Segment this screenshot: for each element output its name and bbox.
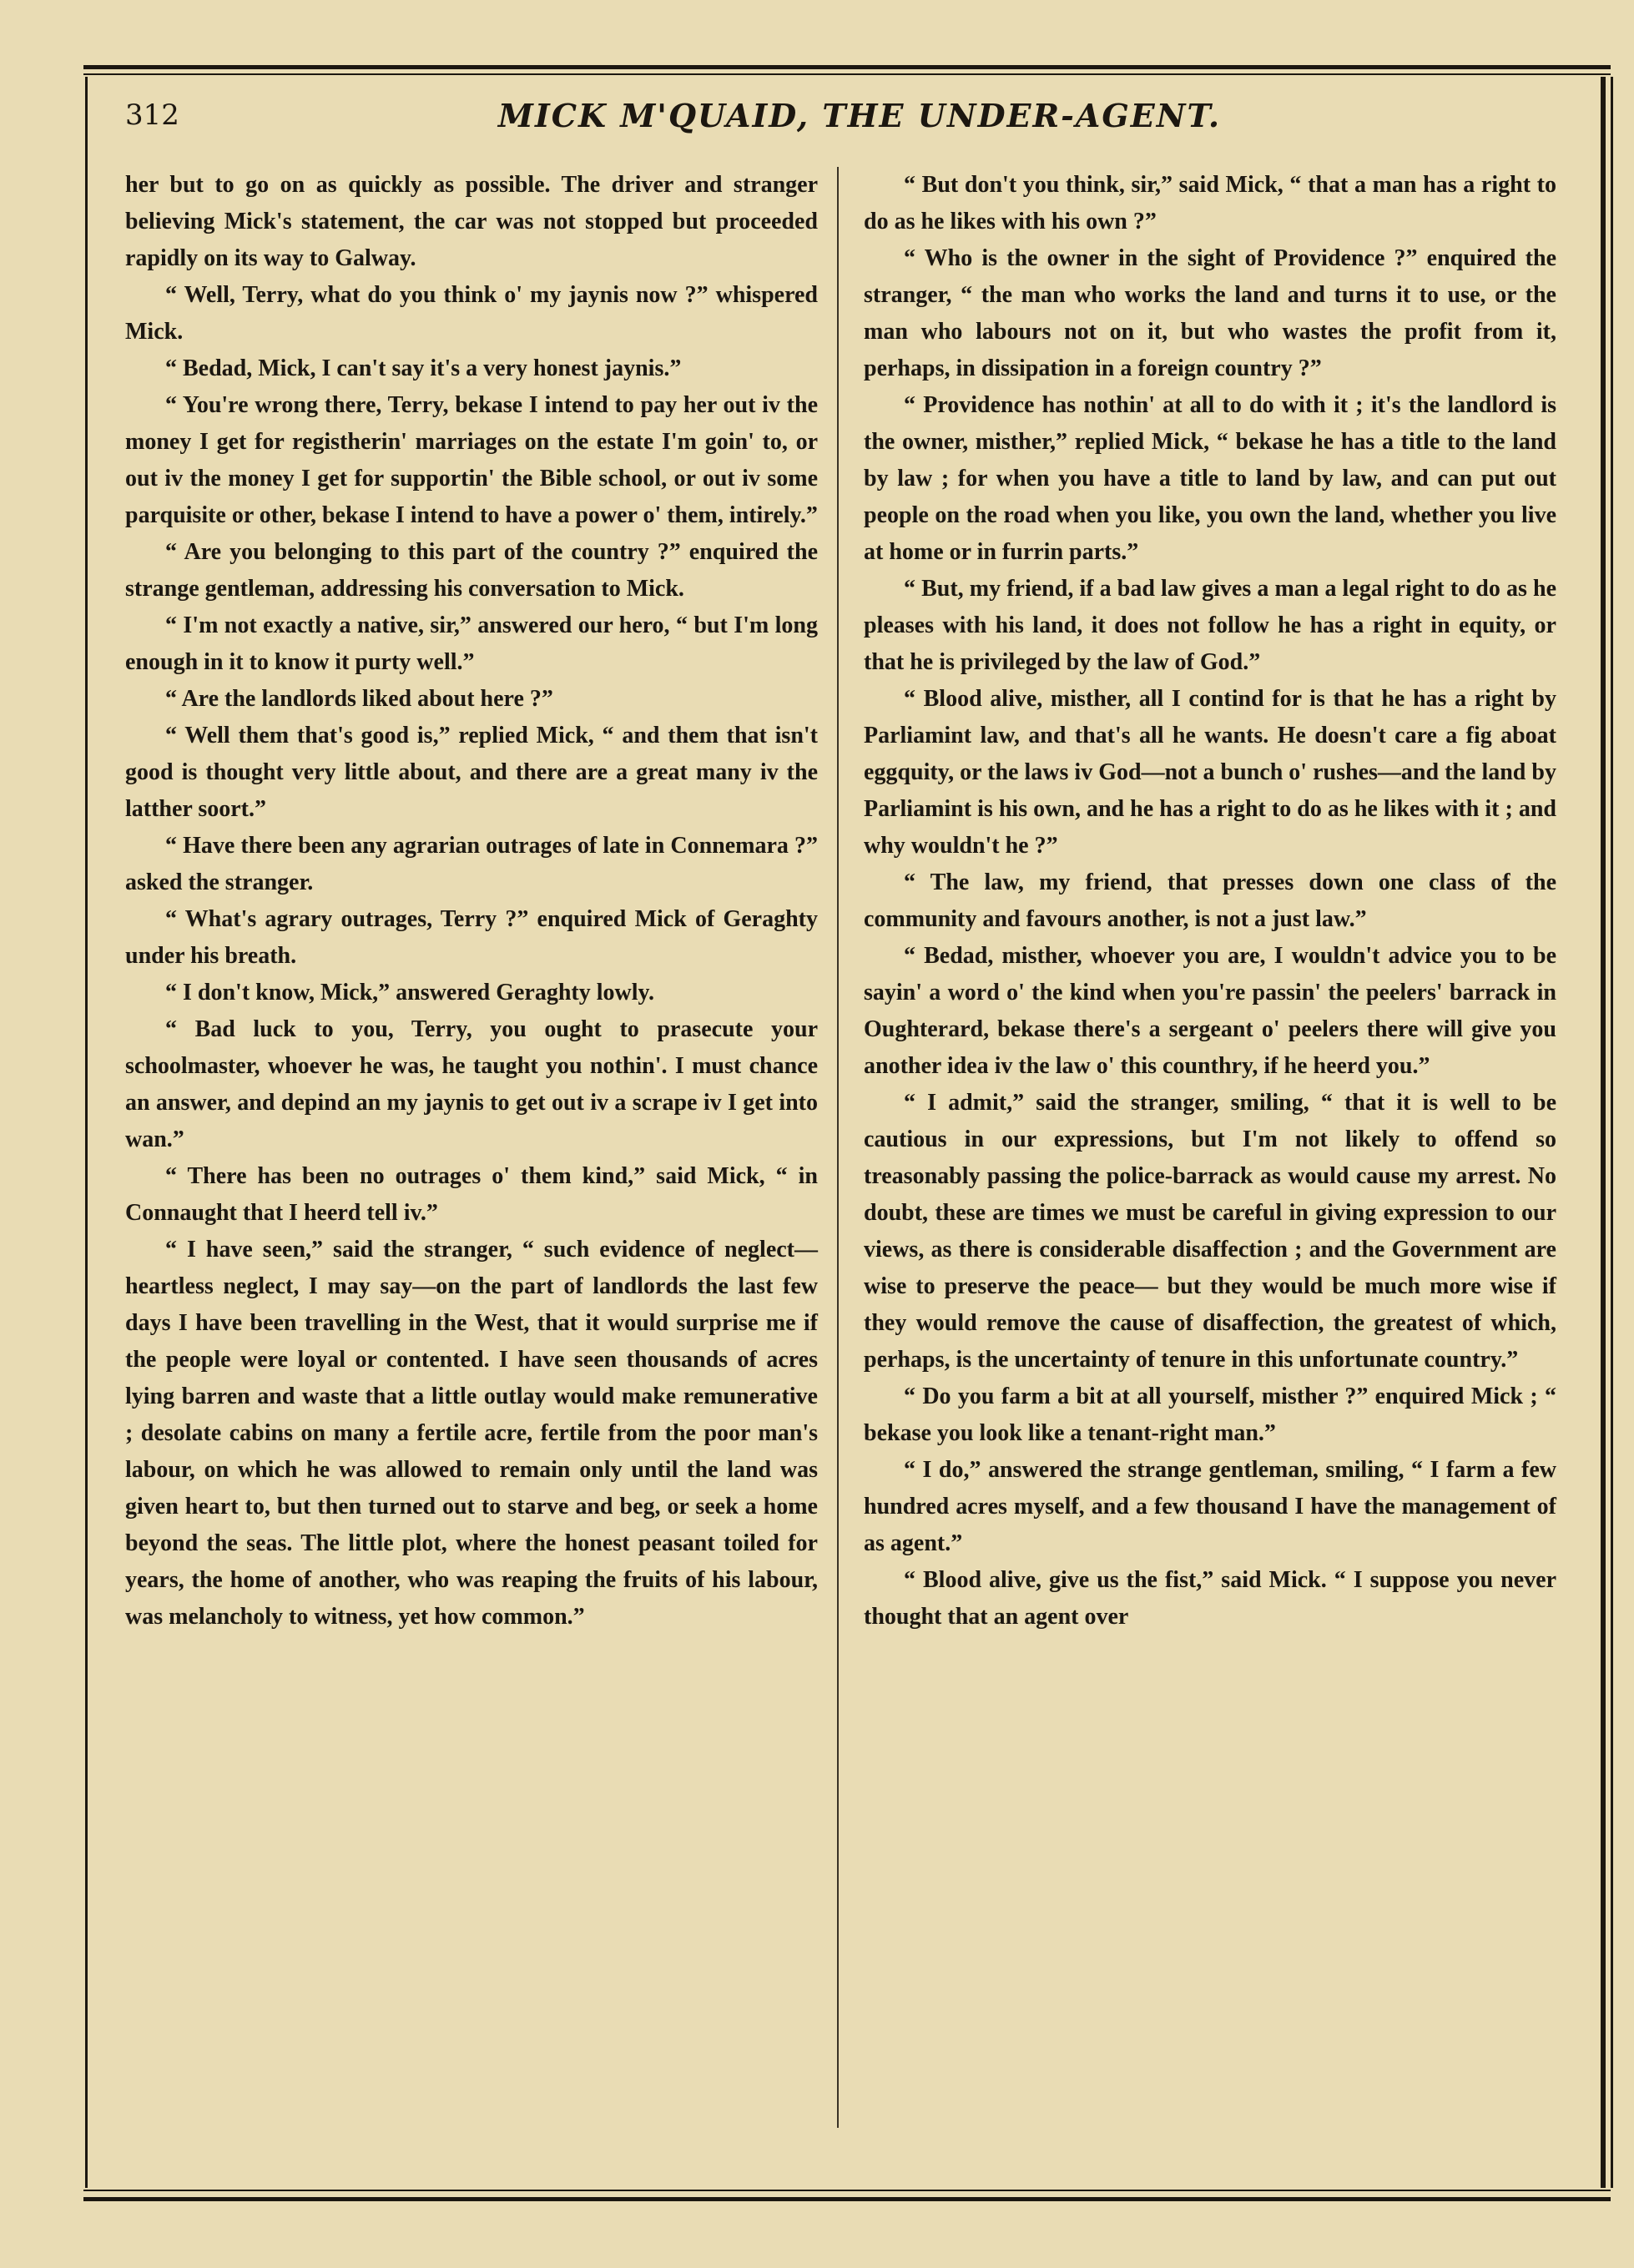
- paragraph: “ You're wrong there, Terry, bekase I intend to pay her out iv the money I get for registherin' marriages on the estate I'm goin' to, or out iv the money I get for supportin' the Bible school, or out iv some parquisite or other, bekase I intend to have a power o' them, intirely.”: [125, 392, 818, 528]
- paragraph: “ Well them that's good is,” replied Mick, “ and them that isn't good is thought very little about, and there are a great many iv the latther soort.”: [125, 723, 818, 822]
- paragraph: her but to go on as quickly as possible. The driver and stranger believing Mick's statement, the car was not stopped but proceeded rapidly on its way to Galway.: [125, 172, 818, 271]
- paragraph: “ What's agrary outrages, Terry ?” enquired Mick of Geraghty under his breath.: [125, 906, 818, 969]
- paragraph: “ I don't know, Mick,” answered Geraghty lowly.: [165, 980, 654, 1005]
- paragraph: “ Blood alive, give us the fist,” said Mick. “ I suppose you never thought that an agent over: [864, 1567, 1556, 1630]
- right-column: [864, 167, 1556, 1635]
- top-border-rule-thin: [83, 73, 1611, 75]
- paragraph: “ But don't you think, sir,” said Mick, “ that a man has a right to do as he likes with his own ?”: [864, 172, 1556, 234]
- page-header: [125, 92, 1594, 142]
- column-divider: [837, 167, 839, 2128]
- bottom-border-rule: [83, 2197, 1611, 2201]
- bottom-border-rule-thin: [83, 2190, 1611, 2191]
- left-column: [125, 167, 818, 1635]
- paragraph: “ I have seen,” said the stranger, “ such evidence of neglect—heartless neglect, I may say—on the part of landlords the last few days I have been travelling in the West, that it would surprise me if the people were loyal or contented. I have seen thousands of acres lying barren and waste that a little outlay would make remunerative ; desolate cabins on many a fertile acre, fertile from the poor man's labour, on which he was allowed to remain only until the land was given heart to, but then turned out to starve and beg, or seek a home beyond the seas. The little plot, where the honest peasant toiled for years, the home of another, who was reaping the fruits of his labour, was melancholy to witness, yet how common.”: [125, 1237, 818, 1630]
- top-border-rule: [83, 65, 1611, 69]
- paragraph: “ Have there been any agrarian outrages of late in Connemara ?” asked the stranger.: [125, 833, 818, 895]
- paragraph: “ I admit,” said the stranger, smiling, “ that it is well to be cautious in our expressions, but I'm not likely to offend so treasonably passing the police-barrack as would cause my arrest. No doubt, these are times we must be careful in giving expression to our views, as there is considerable disaffection ; and the Government are wise to preserve the peace— but they would be much more wise if they would remove the cause of disaffection, the greatest of which, perhaps, is the uncertainty of tenure in this unfortunate country.”: [864, 1090, 1556, 1373]
- paragraph: “ Bad luck to you, Terry, you ought to prasecute your schoolmaster, whoever he was, he taught you nothin'. I must chance an answer, and depind an my jaynis to get out iv a scrape iv I get into wan.”: [125, 1016, 818, 1152]
- paragraph: “ Who is the owner in the sight of Providence ?” enquired the stranger, “ the man who works the land and turns it to use, or the man who labours not on it, but who wastes the profit from it, perhaps, in dissipation in a foreign country ?”: [864, 245, 1556, 381]
- right-border-rule-thin: [1611, 77, 1613, 2188]
- paragraph: “ Blood alive, misther, all I contind for is that he has a right by Parliamint law, and that's all he wants. He doesn't care a fig aboat eggquity, or the laws iv God—not a bunch o' rushes—and the land by Parliamint is his own, and he has a right to do as he likes with it ; and why wouldn't he ?”: [864, 686, 1556, 859]
- paragraph: “ There has been no outrages o' them kind,” said Mick, “ in Connaught that I heerd tell iv.”: [125, 1163, 818, 1226]
- paragraph: “ Are you belonging to this part of the country ?” enquired the strange gentleman, addressing his conversation to Mick.: [125, 539, 818, 602]
- page-number: 312: [125, 98, 179, 132]
- paragraph: “ Bedad, Mick, I can't say it's a very honest jaynis.”: [165, 355, 682, 381]
- paragraph: “ Do you farm a bit at all yourself, misther ?” enquired Mick ; “ bekase you look like a tenant-right man.”: [864, 1383, 1556, 1446]
- paragraph: “ I do,” answered the strange gentleman, smiling, “ I farm a few hundred acres myself, and a few thousand I have the management of as agent.”: [864, 1457, 1556, 1556]
- paragraph: “ Are the landlords liked about here ?”: [165, 686, 553, 712]
- left-border-rule: [85, 77, 88, 2188]
- paragraph: “ I'm not exactly a native, sir,” answered our hero, “ but I'm long enough in it to know it purty well.”: [125, 612, 818, 675]
- paragraph: “ Bedad, misther, whoever you are, I wouldn't advice you to be sayin' a word o' the kind when you're passin' the peelers' barrack in Oughterard, bekase there's a sergeant o' peelers there will give you another idea iv the law o' this counthry, if he heerd you.”: [864, 943, 1556, 1079]
- right-border-rule: [1601, 77, 1606, 2188]
- paragraph: “ Well, Terry, what do you think o' my jaynis now ?” whispered Mick.: [125, 282, 818, 345]
- paragraph: “ The law, my friend, that presses down one class of the community and favours another, is not a just law.”: [864, 869, 1556, 932]
- running-title: MICK M'QUAID, THE UNDER-AGENT.: [497, 97, 1222, 134]
- paragraph: “ But, my friend, if a bad law gives a man a legal right to do as he pleases with his land, it does not follow he has a right in equity, or that he is privileged by the law of God.”: [864, 576, 1556, 675]
- paragraph: “ Providence has nothin' at all to do with it ; it's the landlord is the owner, misther,” replied Mick, “ bekase he has a title to the land by law ; for when you have a title to land by law, and can put out people on the road when you like, you own the land, whether you live at home or in furrin parts.”: [864, 392, 1556, 565]
